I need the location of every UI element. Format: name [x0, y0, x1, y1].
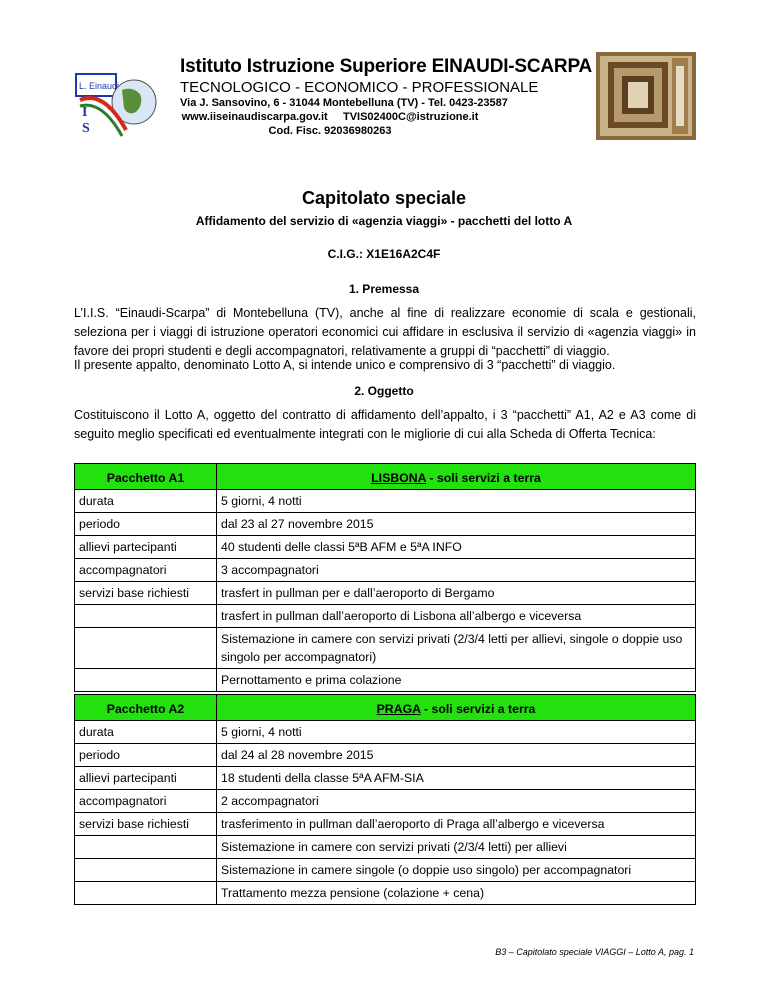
section-1-paragraph-1: L’I.I.S. “Einaudi-Scarpa” di Montebelluna (TV), anche al fine di realizzare economie di scala e gestionali, seleziona per i viaggi di istruzione operatori economici cui affidare in esclusiva il servizio di «agenzia viaggi» in favore dei propri studenti e degli accompagnatori, relativamente a gruppi di “pacchetti” di viaggio. [74, 306, 696, 358]
letterhead [74, 52, 696, 142]
package-label: Pacchetto A2 [75, 695, 217, 721]
row-key: servizi base richiesti [75, 813, 217, 836]
row-key: accompagnatori [75, 559, 217, 582]
row-key: allievi partecipanti [75, 767, 217, 790]
table-row [75, 669, 696, 692]
row-value: 5 giorni, 4 notti [217, 721, 696, 744]
table-row [75, 790, 696, 813]
table-row [75, 605, 696, 628]
row-value: Sistemazione in camere con servizi privati (2/3/4 letti) per allievi [217, 836, 696, 859]
svg-text:I: I [82, 105, 88, 120]
table-row [75, 582, 696, 605]
package-label: Pacchetto A1 [75, 464, 217, 490]
row-value: 5 giorni, 4 notti [217, 490, 696, 513]
row-key: durata [75, 721, 217, 744]
row-value: trasferimento in pullman dall’aeroporto di Praga all’albergo e viceversa [217, 813, 696, 836]
destination-kind: - soli servizi a terra [420, 702, 536, 716]
row-key: periodo [75, 513, 217, 536]
row-key [75, 859, 217, 882]
table-row [75, 628, 696, 669]
destination-kind: - soli servizi a terra [426, 471, 541, 485]
school-name: Istituto Istruzione Superiore EINAUDI-SCARPA [180, 56, 593, 77]
row-value: Trattamento mezza pensione (colazione + cena) [217, 882, 696, 905]
school-address: Via J. Sansovino, 6 - 31044 Montebelluna (TV) - Tel. 0423-23587 [180, 97, 508, 109]
section-2-title: 2. Oggetto [354, 384, 414, 398]
table-row [75, 813, 696, 836]
package-destination [217, 695, 696, 721]
table-row [75, 744, 696, 767]
table-row [75, 767, 696, 790]
table-row [75, 559, 696, 582]
row-value: Pernottamento e prima colazione [217, 669, 696, 692]
row-value: 2 accompagnatori [217, 790, 696, 813]
row-key: durata [75, 490, 217, 513]
row-value: dal 24 al 28 novembre 2015 [217, 744, 696, 767]
row-key [75, 836, 217, 859]
row-value: dal 23 al 27 novembre 2015 [217, 513, 696, 536]
school-type: TECNOLOGICO - ECONOMICO - PROFESSIONALE [180, 79, 539, 96]
row-value: Sistemazione in camere con servizi privati (2/3/4 letti per allievi, singole o doppie uso singolo per accompagnatori) [217, 628, 696, 669]
section-1-paragraph-2: Il presente appalto, denominato Lotto A, si intende unico e comprensivo di 3 “pacchetti” di viaggio. [74, 358, 616, 372]
destination-city: LISBONA [371, 471, 427, 485]
row-value: 40 studenti delle classi 5ªB AFM e 5ªA INFO [217, 536, 696, 559]
row-key: servizi base richiesti [75, 582, 217, 605]
row-value: trasfert in pullman per e dall’aeroporto di Bergamo [217, 582, 696, 605]
table-row [75, 490, 696, 513]
page-footer: B3 – Capitolato speciale VIAGGI – Lotto A, pag. 1 [495, 947, 694, 957]
table-row [75, 836, 696, 859]
scarpa-logo-icon [596, 52, 696, 140]
school-web-email: www.iiseinaudiscarpa.gov.it TVIS02400C@istruzione.it [181, 111, 479, 123]
svg-text:S: S [82, 121, 90, 136]
package-header-row [75, 464, 696, 490]
package-a2-table [74, 694, 696, 905]
logo-text: L. Einaudi [79, 81, 120, 91]
row-key: periodo [75, 744, 217, 767]
destination-city: PRAGA [376, 702, 421, 716]
table-row [75, 882, 696, 905]
table-row [75, 721, 696, 744]
school-info [180, 56, 600, 138]
package-destination [217, 464, 696, 490]
table-row [75, 859, 696, 882]
row-key: accompagnatori [75, 790, 217, 813]
table-row [75, 536, 696, 559]
cig-code: C.I.G.: X1E16A2C4F [327, 247, 441, 261]
row-value: trasfert in pullman dall’aeroporto di Lisbona all’albergo e viceversa [217, 605, 696, 628]
row-key [75, 628, 217, 669]
table-row [75, 513, 696, 536]
package-a1-table [74, 463, 696, 692]
document-subtitle: Affidamento del servizio di «agenzia viaggi» - pacchetti del lotto A [195, 214, 573, 228]
school-logo-icon [74, 60, 170, 140]
row-key [75, 882, 217, 905]
row-value: Sistemazione in camere singole (o doppie uso singolo) per accompagnatori [217, 859, 696, 882]
document-title: Capitolato speciale [301, 188, 467, 208]
row-key [75, 669, 217, 692]
package-header-row [75, 695, 696, 721]
row-key: allievi partecipanti [75, 536, 217, 559]
row-key [75, 605, 217, 628]
section-2-paragraph: Costituiscono il Lotto A, oggetto del contratto di affidamento dell’appalto, i 3 “pacchetti” A1, A2 e A3 come di seguito meglio specificati ed eventualmente integrati con le migliorie di cui alla Scheda di Offerta Tecnica: [74, 408, 696, 441]
fiscal-code: Cod. Fisc. 92036980263 [268, 125, 392, 137]
section-1-title: 1. Premessa [348, 282, 420, 296]
row-value: 18 studenti della classe 5ªA AFM-SIA [217, 767, 696, 790]
row-value: 3 accompagnatori [217, 559, 696, 582]
